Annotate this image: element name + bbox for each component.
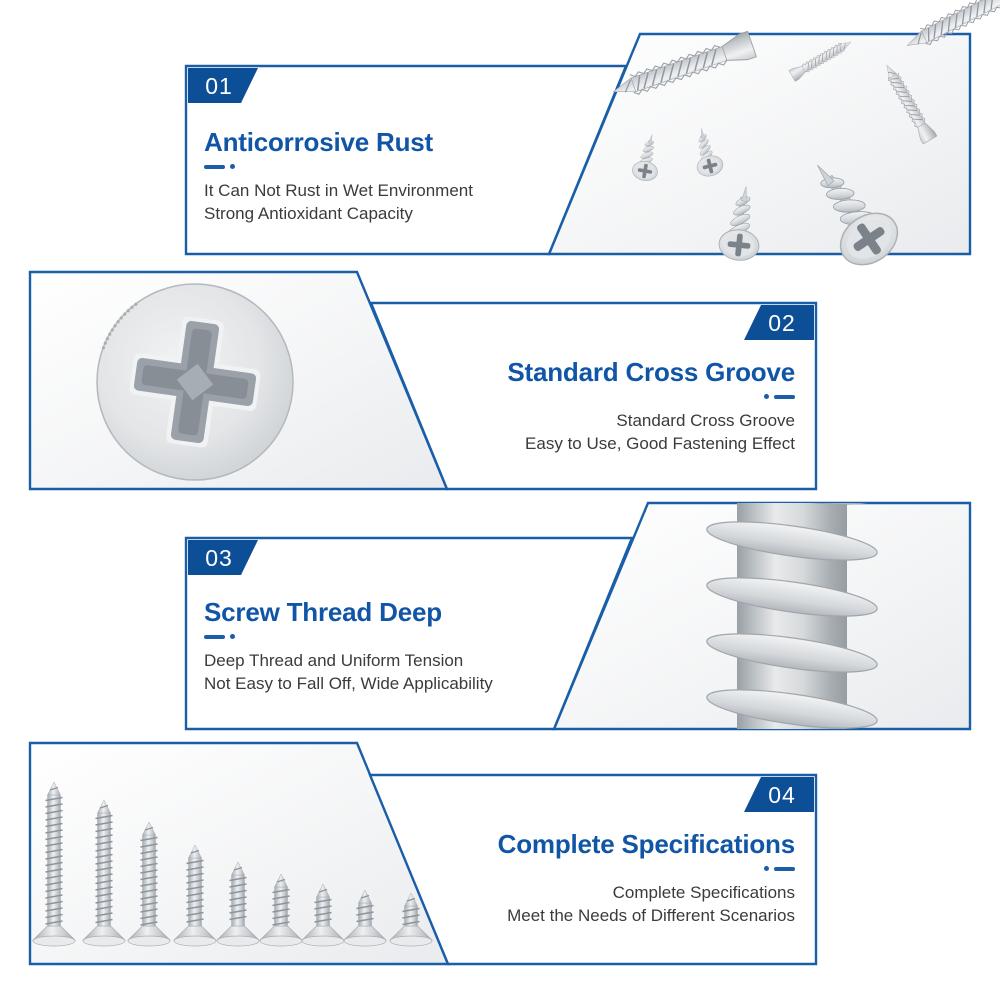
badge-04-number: 04 xyxy=(768,782,796,808)
section-03 xyxy=(204,597,644,695)
badge-03-number: 03 xyxy=(205,545,233,571)
underline-dash xyxy=(204,635,225,639)
section-04-description xyxy=(355,881,795,927)
section-03-line2: Not Easy to Fall Off, Wide Applicability xyxy=(204,674,493,693)
section-03-line1: Deep Thread and Uniform Tension xyxy=(204,651,464,670)
section-04 xyxy=(355,829,795,927)
section-03-description xyxy=(204,649,644,695)
section-02-title: Standard Cross Groove xyxy=(507,357,795,387)
section-02-line1: Standard Cross Groove xyxy=(616,411,795,430)
section-04-line1: Complete Specifications xyxy=(612,883,795,902)
title-underline xyxy=(355,394,795,399)
phillips-cross-head-photo xyxy=(97,284,293,480)
badge-01-number: 01 xyxy=(205,73,233,99)
underline-dot xyxy=(764,866,769,871)
title-underline xyxy=(204,634,644,639)
section-02-description xyxy=(355,409,795,455)
section-04-title: Complete Specifications xyxy=(497,829,795,859)
section-04-line2: Meet the Needs of Different Scenarios xyxy=(507,906,795,925)
section-01-description xyxy=(204,179,644,225)
underline-dot xyxy=(764,394,769,399)
underline-dash xyxy=(774,867,795,871)
underline-dash xyxy=(774,395,795,399)
badge-02-number: 02 xyxy=(768,310,796,336)
underline-dot xyxy=(230,164,235,169)
section-01-line1: It Can Not Rust in Wet Environment xyxy=(204,181,473,200)
section-01 xyxy=(204,127,644,225)
section-02 xyxy=(355,357,795,455)
underline-dot xyxy=(230,634,235,639)
title-underline xyxy=(204,164,644,169)
title-underline xyxy=(355,866,795,871)
section-02-line2: Easy to Use, Good Fastening Effect xyxy=(525,434,795,453)
section-01-line2: Strong Antioxidant Capacity xyxy=(204,204,413,223)
section-03-title: Screw Thread Deep xyxy=(204,597,442,627)
underline-dash xyxy=(204,165,225,169)
section-01-title: Anticorrosive Rust xyxy=(204,127,434,157)
